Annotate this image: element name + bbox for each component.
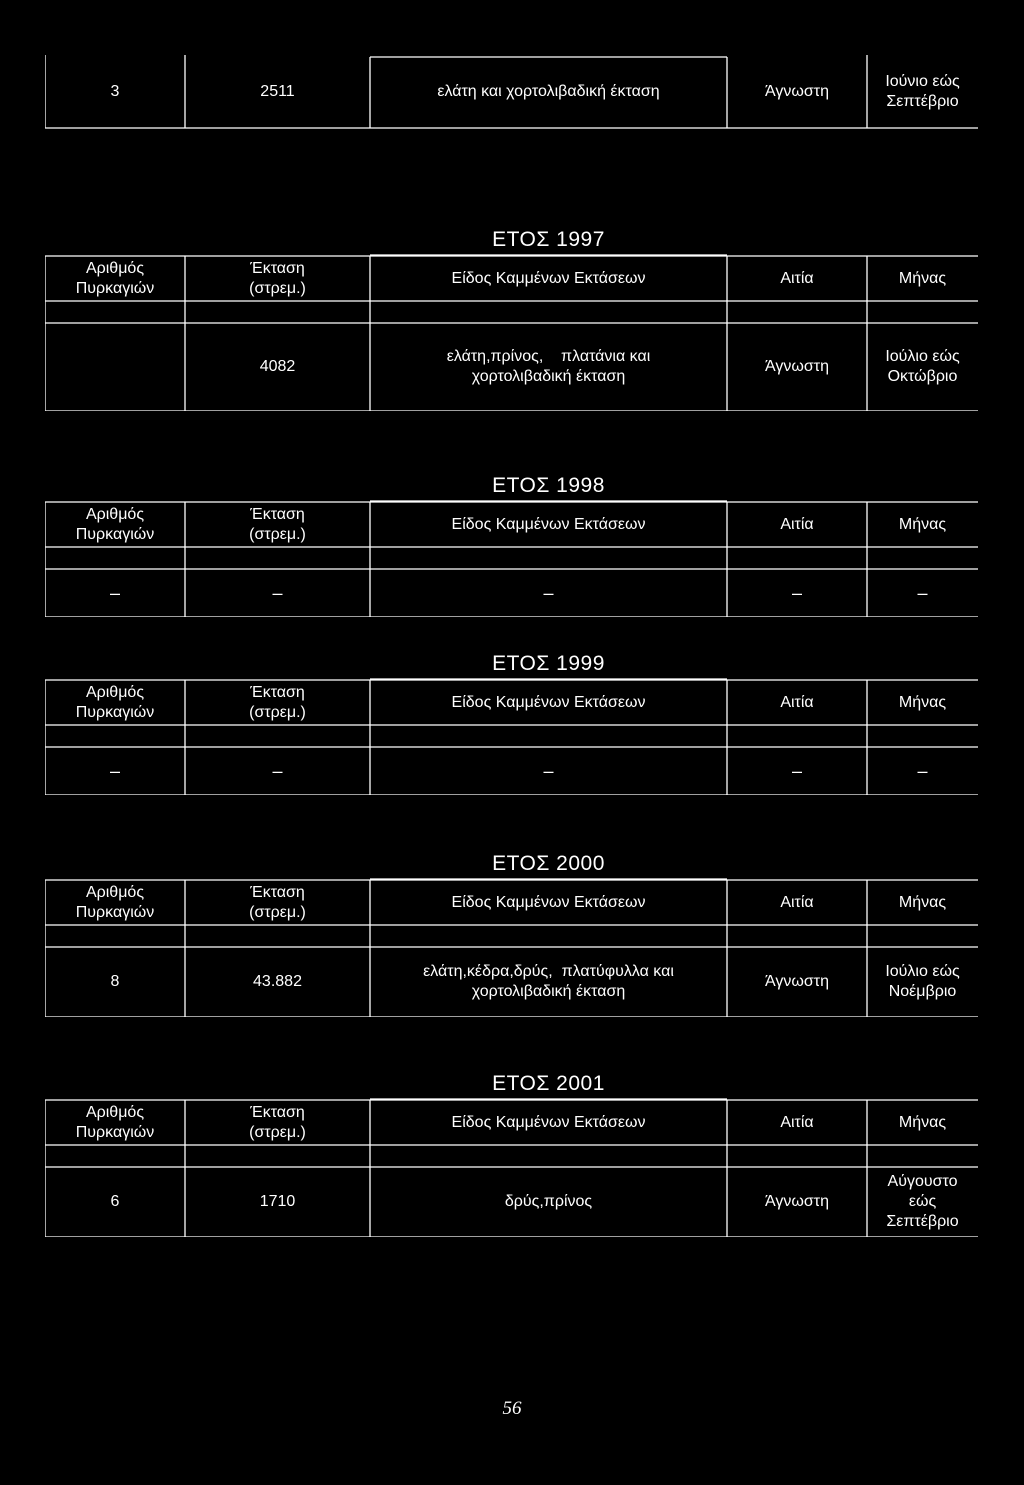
month-line1: – (917, 583, 928, 603)
header-area-line1: Έκταση (250, 683, 305, 701)
month-cell (867, 323, 978, 411)
month-line2: Νοέμβριο (888, 983, 957, 1000)
type-value: ελάτη και χορτολιβαδική έκταση (437, 82, 660, 100)
year-table (45, 472, 978, 617)
fires-cell (45, 55, 185, 128)
header-fires-line2: Πυρκαγιών (75, 279, 155, 297)
header-area-line1: Έκταση (250, 259, 305, 277)
month-line1: Ιούλιο εώς (885, 963, 960, 980)
month-cell (867, 569, 978, 617)
type-cell (370, 947, 727, 1017)
header-month: Μήνας (898, 515, 947, 533)
type-cell (370, 1167, 727, 1237)
header-fires-line2: Πυρκαγιών (75, 525, 155, 543)
header-area-line2: (στρεμ.) (249, 525, 306, 543)
cause-cell: Άγνωστη (765, 1193, 829, 1210)
header-cause: Αιτία (780, 1113, 814, 1131)
area-cell: 43.882 (253, 973, 302, 990)
header-month: Μήνας (898, 269, 947, 287)
header-fires-line1: Αριθμός (85, 883, 145, 901)
year-table (45, 850, 978, 1017)
header-type: Είδος Καμμένων Εκτάσεων (451, 693, 646, 711)
header-type: Είδος Καμμένων Εκτάσεων (451, 269, 646, 287)
type-line1: – (543, 583, 554, 603)
type-cell (370, 569, 727, 617)
fires-value: 3 (110, 82, 120, 100)
month-line1: Ιούλιο εώς (885, 348, 960, 365)
header-type: Είδος Καμμένων Εκτάσεων (451, 515, 646, 533)
year-table (45, 1070, 978, 1237)
month-cell (867, 947, 978, 1017)
header-type: Είδος Καμμένων Εκτάσεων (451, 1113, 646, 1131)
header-fires-line1: Αριθμός (85, 259, 145, 277)
cause-cell: Άγνωστη (765, 973, 829, 990)
header-cause: Αιτία (780, 269, 814, 287)
month-line3: Σεπτέβριο (886, 1213, 959, 1230)
header-area-line2: (στρεμ.) (249, 903, 306, 921)
type-cell (370, 55, 727, 128)
year-table (45, 226, 978, 411)
month-value-line2: Σεπτέβριο (886, 92, 959, 110)
header-area-line2: (στρεμ.) (249, 1123, 306, 1141)
fires-cell: 6 (110, 1193, 120, 1210)
month-cell (867, 55, 978, 128)
table-1996-continued (45, 55, 978, 130)
page-number: 56 (502, 1398, 522, 1419)
month-line1: Αύγουστο (887, 1173, 958, 1190)
header-area (185, 880, 370, 925)
header-fires-line1: Αριθμός (85, 505, 145, 523)
header-fires-line1: Αριθμός (85, 683, 145, 701)
area-value: 2511 (260, 82, 295, 100)
header-cause: Αιτία (780, 693, 814, 711)
header-month: Μήνας (898, 1113, 947, 1131)
month-line1: – (917, 761, 928, 781)
header-fires (45, 1100, 185, 1145)
fires-cell: 8 (110, 973, 120, 990)
year-title: ΕΤΟΣ 1998 (492, 474, 605, 497)
header-fires (45, 880, 185, 925)
area-cell: – (272, 583, 283, 603)
month-line2: εώς (908, 1193, 937, 1210)
fires-cell: – (109, 583, 120, 603)
cause-cell (727, 55, 867, 128)
type-cell (370, 323, 727, 411)
type-line1: ελάτη,πρίνος, πλατάνια και (446, 348, 651, 365)
header-area (185, 1100, 370, 1145)
header-fires-line2: Πυρκαγιών (75, 1123, 155, 1141)
type-line2: χορτολιβαδική έκταση (471, 983, 626, 1000)
cause-cell: – (791, 761, 802, 781)
cause-cell: – (791, 583, 802, 603)
month-value-line1: Ιούνιο εώς (885, 72, 960, 90)
month-line2: Οκτώβριο (887, 368, 958, 385)
header-area-line2: (στρεμ.) (249, 279, 306, 297)
header-area (185, 502, 370, 547)
year-title: ΕΤΟΣ 2000 (492, 852, 605, 875)
header-fires-line2: Πυρκαγιών (75, 703, 155, 721)
header-month: Μήνας (898, 893, 947, 911)
fires-cell: – (109, 761, 120, 781)
header-fires-line1: Αριθμός (85, 1103, 145, 1121)
type-cell (370, 747, 727, 795)
header-area-line1: Έκταση (250, 883, 305, 901)
year-table (45, 650, 978, 795)
header-area-line1: Έκταση (250, 1103, 305, 1121)
header-area (185, 256, 370, 301)
header-area (185, 680, 370, 725)
header-fires (45, 502, 185, 547)
year-title: ΕΤΟΣ 2001 (492, 1072, 605, 1095)
type-line1: – (543, 761, 554, 781)
cause-cell: Άγνωστη (765, 358, 829, 375)
area-cell: – (272, 761, 283, 781)
area-cell (185, 55, 370, 128)
fires-cell (45, 323, 185, 411)
header-fires (45, 256, 185, 301)
header-cause: Αιτία (780, 515, 814, 533)
year-title: ΕΤΟΣ 1999 (492, 652, 605, 675)
year-title: ΕΤΟΣ 1997 (492, 228, 605, 251)
header-fires-line2: Πυρκαγιών (75, 903, 155, 921)
header-area-line2: (στρεμ.) (249, 703, 306, 721)
cause-value: Άγνωστη (765, 82, 829, 100)
header-fires (45, 680, 185, 725)
header-month: Μήνας (898, 693, 947, 711)
month-cell (867, 1167, 978, 1237)
type-line2: χορτολιβαδική έκταση (471, 368, 626, 385)
header-type: Είδος Καμμένων Εκτάσεων (451, 893, 646, 911)
area-cell: 4082 (259, 358, 296, 375)
area-cell: 1710 (259, 1193, 296, 1210)
month-cell (867, 747, 978, 795)
header-area-line1: Έκταση (250, 505, 305, 523)
header-cause: Αιτία (780, 893, 814, 911)
type-line1: δρύς,πρίνος (504, 1193, 593, 1210)
type-line1: ελάτη,κέδρα,δρύς, πλατύφυλλα και (423, 963, 674, 980)
